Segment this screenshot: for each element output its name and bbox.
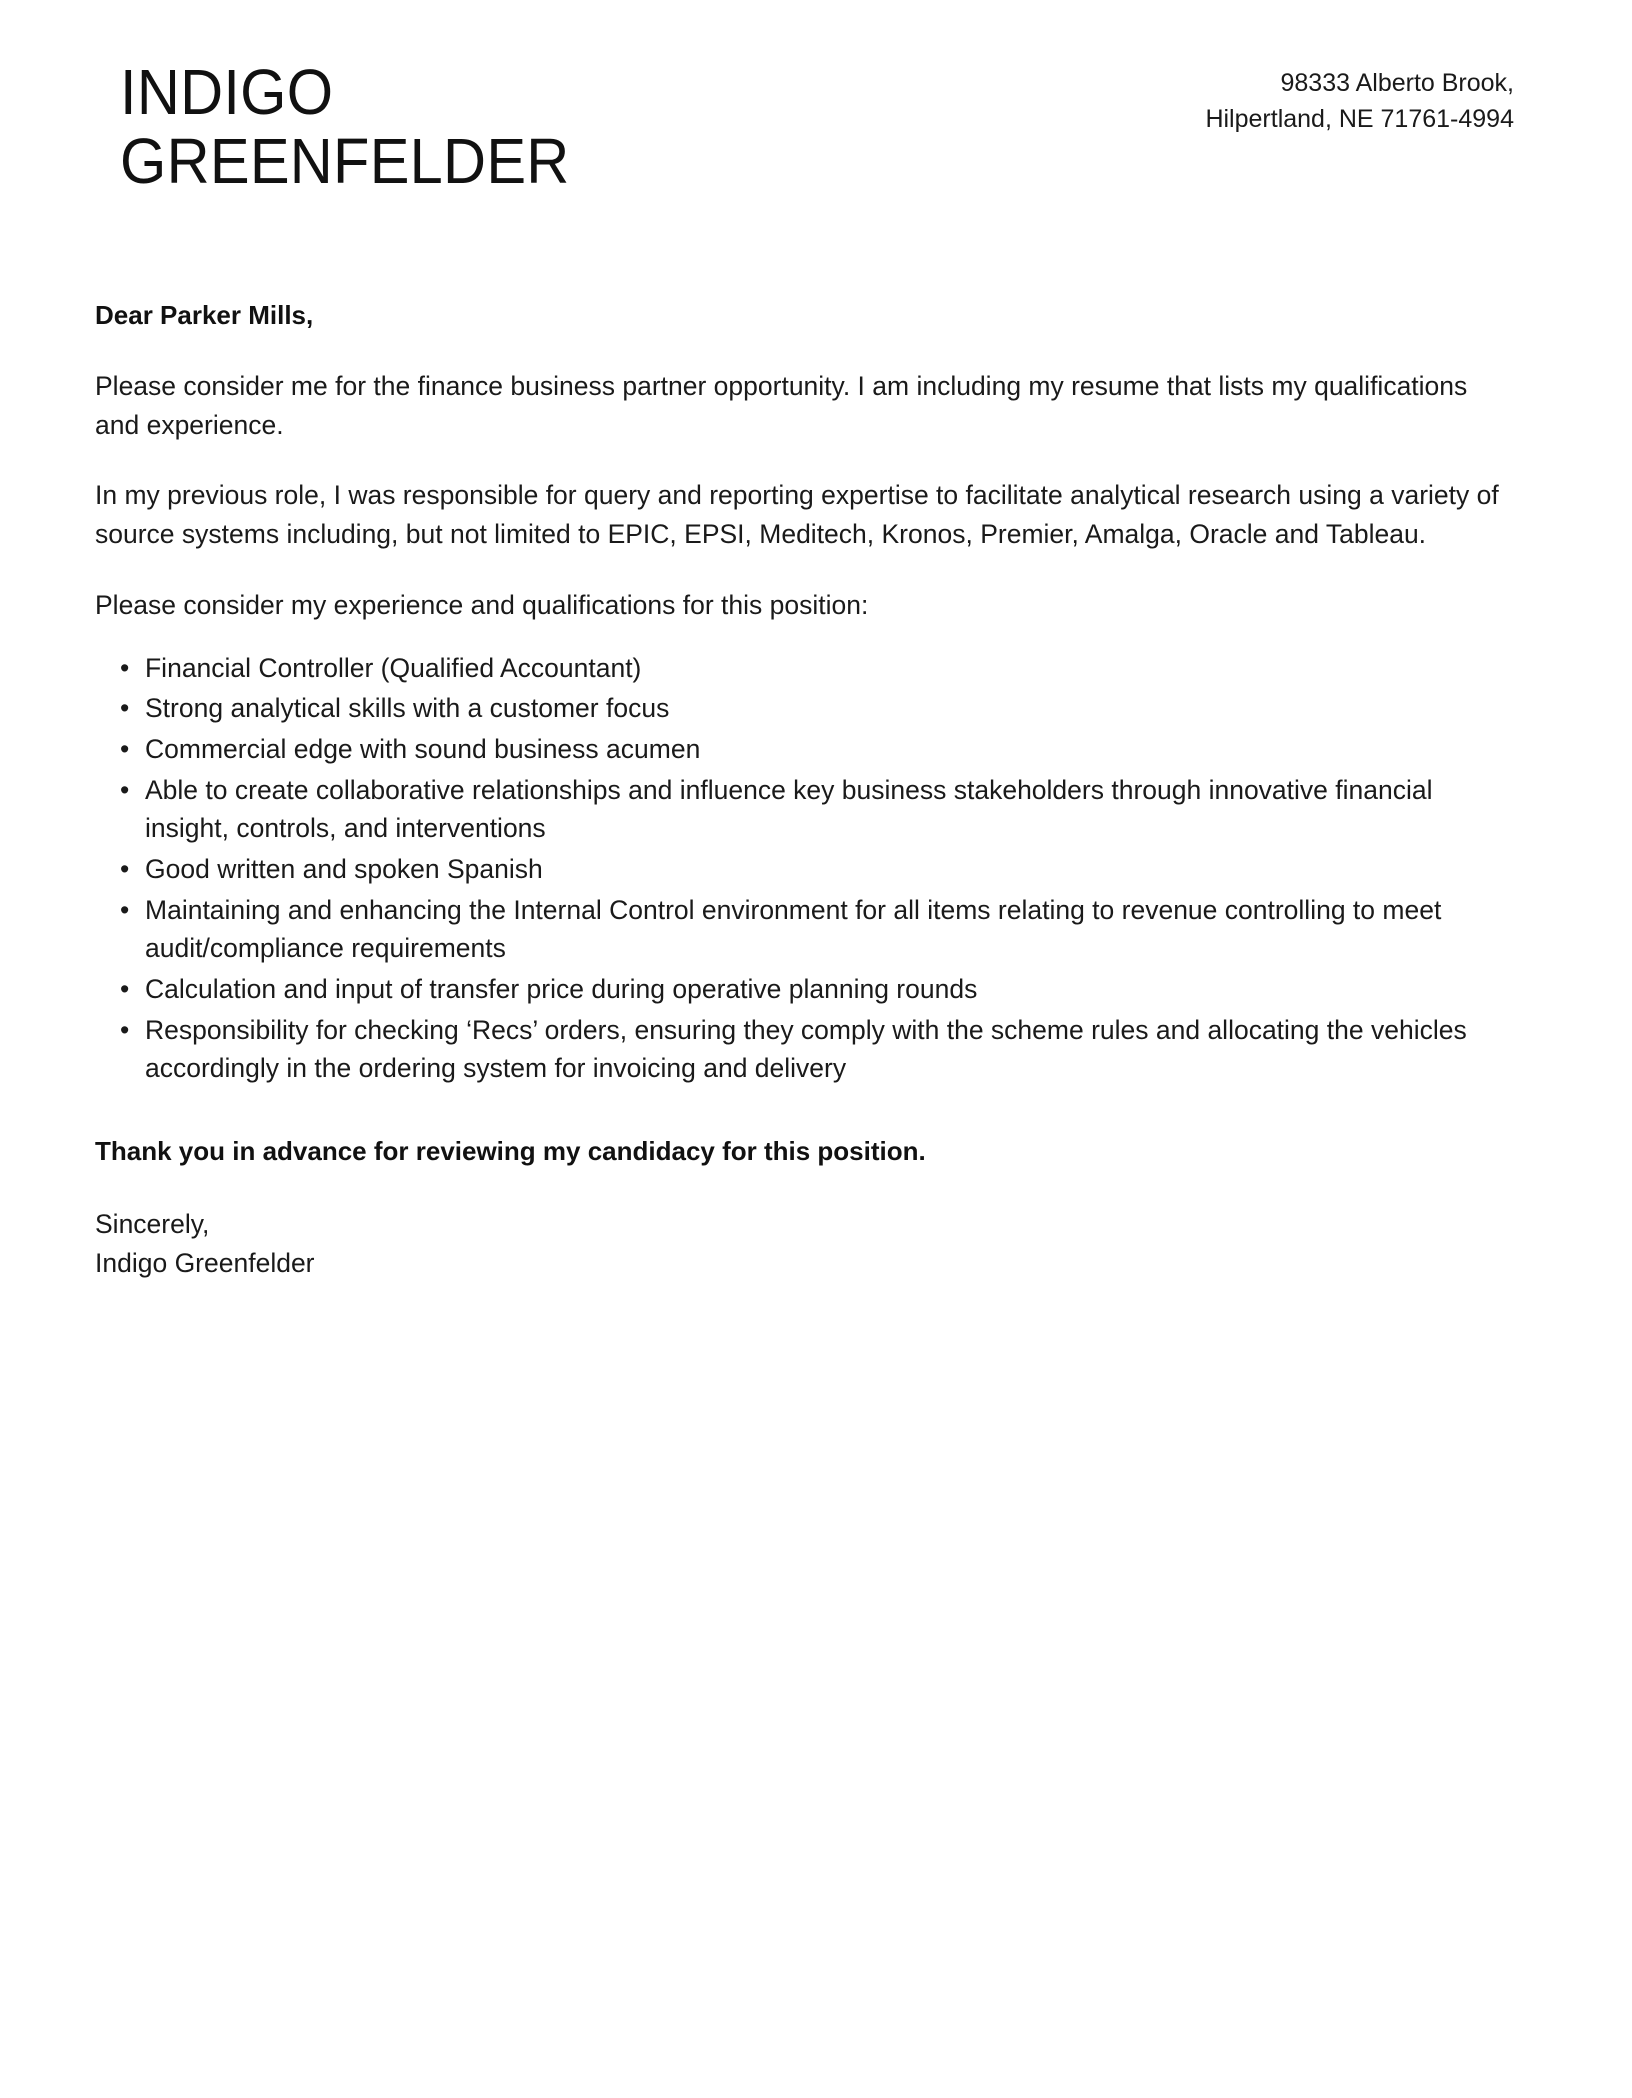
paragraph-1: Please consider me for the finance business partner opportunity. I am including my resume that lists my qualifications and experience. [95, 371, 1468, 440]
sign-off: Sincerely, [95, 1209, 210, 1240]
bullet-icon: • [120, 774, 130, 805]
bullet-icon: • [120, 974, 130, 1005]
list-item [95, 771, 1485, 848]
list-item [95, 970, 1485, 1009]
letter-body [0, 298, 1632, 1283]
list-item-text: Responsibility for checking ‘Recs’ orders, ensuring they comply with the scheme rules and allocating the vehicles accordingly in the ordering system for invoicing and delivery [145, 1014, 1467, 1084]
list-item [95, 730, 1485, 769]
bullet-icon: • [120, 693, 130, 724]
list-item [95, 649, 1485, 688]
bullet-icon: • [120, 1014, 130, 1045]
list-item-text: Good written and spoken Spanish [145, 853, 543, 884]
list-item-text: Strong analytical skills with a customer focus [145, 693, 670, 724]
bullet-icon: • [120, 894, 130, 925]
list-item-text: Calculation and input of transfer price during operative planning rounds [145, 974, 978, 1005]
sender-address-block [1205, 58, 1514, 137]
list-item [95, 1011, 1485, 1088]
list-item [95, 689, 1485, 728]
salutation: Dear Parker Mills, [95, 300, 314, 330]
qualifications-lead-in: Please consider my experience and qualifications for this position: [95, 589, 869, 620]
list-item [95, 891, 1485, 968]
bullet-icon: • [120, 733, 130, 764]
list-item-text: Able to create collaborative relationships and influence key business stakeholders through innovative financial insight, controls, and interventions [145, 774, 1433, 844]
closing-statement: Thank you in advance for reviewing my candidacy for this position. [95, 1136, 926, 1167]
sender-name-block [120, 58, 603, 196]
qualifications-list [95, 649, 1485, 1089]
address-line-1: 98333 Alberto Brook, [1280, 69, 1514, 97]
list-item [95, 850, 1485, 889]
sender-last-name: GREENFELDER [120, 125, 570, 198]
sender-first-name: INDIGO [120, 56, 334, 128]
bullet-icon: • [120, 652, 130, 683]
list-item-text: Commercial edge with sound business acumen [145, 733, 701, 764]
bullet-icon: • [120, 853, 130, 884]
signature-name: Indigo Greenfelder [95, 1247, 315, 1278]
address-line-2: Hilpertland, NE 71761-4994 [1205, 104, 1514, 133]
paragraph-2: In my previous role, I was responsible for query and reporting expertise to facilitate analytical research using a variety of source systems including, but not limited to EPIC, EPSI, Meditech, Kronos, Premier, Amalga, Oracle and Tableau. [95, 480, 1499, 550]
list-item-text: Financial Controller (Qualified Accountant) [145, 652, 642, 683]
list-item-text: Maintaining and enhancing the Internal Control environment for all items relating to revenue controlling to meet audit/compliance requirements [145, 894, 1442, 964]
signature-block [95, 1205, 1514, 1282]
letter-header [0, 0, 1632, 196]
